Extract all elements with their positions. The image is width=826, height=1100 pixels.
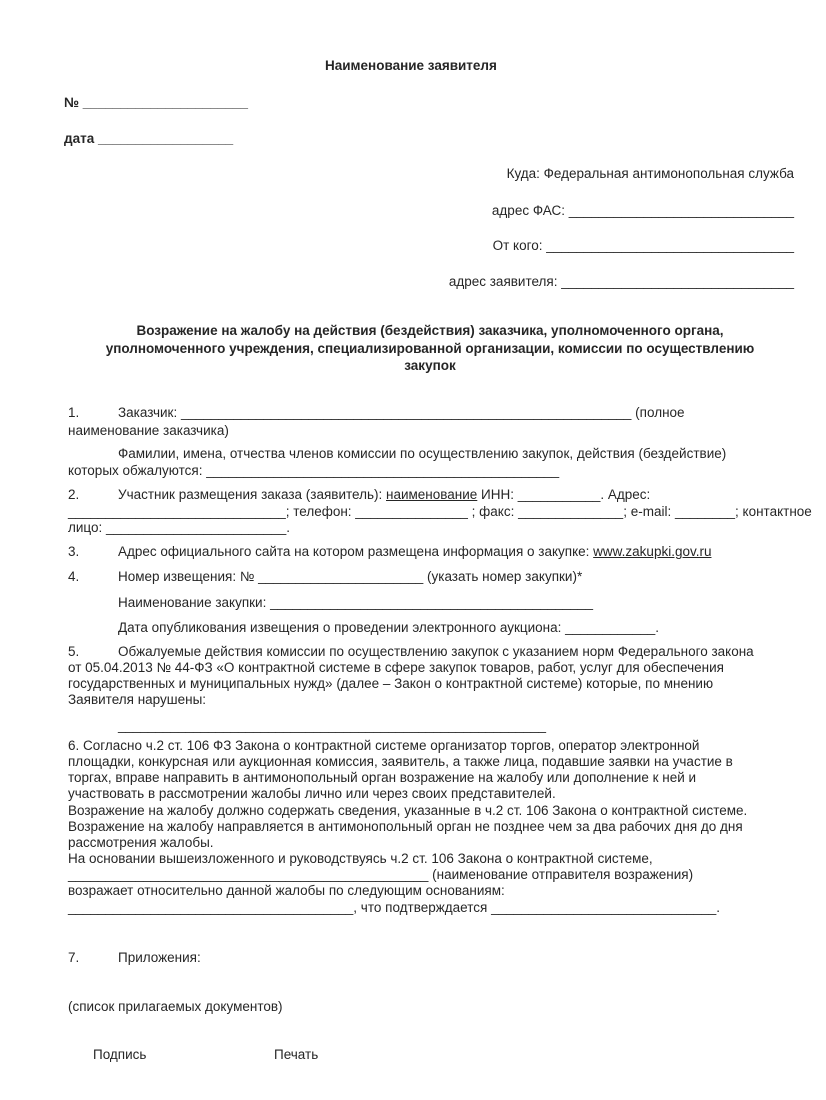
section6-line4: участвовать в рассмотрении жалобы лично или через своих представителей. bbox=[68, 786, 556, 801]
applicant-address-line: адрес заявителя: _______________________________ bbox=[448, 274, 794, 289]
section6-line3: торгах, вправе направить в антимонопольный орган возражение на жалобу или дополнение к ней и bbox=[68, 770, 697, 785]
section6-line2: площадки, конкурсная или аукционная комиссия, заявитель, а также лица, подавшие заявки на участие в bbox=[68, 754, 733, 769]
section5-number: 5. bbox=[68, 644, 80, 659]
applicant-name-heading: Наименование заявителя bbox=[325, 58, 497, 73]
document-title-line1: Возражение на жалобу на действия (бездействия) заказчика, уполномоченного органа, bbox=[136, 323, 724, 338]
official-site-link[interactable]: www.zakupki.gov.ru bbox=[593, 544, 712, 559]
signature-label: Подпись bbox=[93, 1047, 147, 1062]
participant-name-link[interactable]: наименование bbox=[386, 487, 478, 502]
section4-number: 4. bbox=[68, 569, 80, 584]
document-title-line3: закупок bbox=[404, 358, 456, 373]
official-site-line bbox=[118, 544, 711, 560]
attachments-heading: Приложения: bbox=[118, 950, 201, 965]
from-line: От кого: _________________________________ bbox=[492, 238, 794, 253]
commission-members-line: Фамилии, имена, отчества членов комиссии по осуществлению закупок, действия (бездействие) bbox=[118, 446, 727, 461]
participant-contacts-line: _____________________________; телефон: _______________ ; факс: ______________; e-mail: ________; контактное bbox=[68, 504, 812, 519]
document-title-line2: уполномоченного учреждения, специализированной организации, комиссии по осуществлению bbox=[105, 341, 755, 356]
official-site-label: Адрес официального сайта на котором размещена информация о закупке: bbox=[118, 544, 594, 559]
participant-label: Участник размещения заказа (заявитель): bbox=[118, 487, 386, 502]
commission-members-line-cont: которых обжалуются: _______________________________________________ bbox=[68, 463, 560, 478]
publication-date-line: Дата опубликования извещения о проведении электронного аукциона: ____________. bbox=[118, 620, 659, 635]
section6-line8: На основании вышеизложенного и руководствуясь ч.2 ст. 106 Закона о контрактной системе, bbox=[68, 851, 653, 866]
participant-contact-person-line: лицо: ________________________. bbox=[68, 520, 290, 535]
appealed-actions-line2: от 05.04.2013 № 44-ФЗ «О контрактной системе в сфере закупок товаров, работ, услуг для обеспечения bbox=[68, 660, 724, 675]
section2-number: 2. bbox=[68, 487, 80, 502]
to-line: Куда: Федеральная антимонопольная служба bbox=[506, 166, 794, 181]
appealed-actions-line1: Обжалуемые действия комиссии по осуществлению закупок с указанием норм Федерального закона bbox=[118, 644, 754, 659]
section3-number: 3. bbox=[68, 544, 80, 559]
date-field: дата __________________ bbox=[64, 131, 234, 146]
procurement-name-line: Наименование закупки: ___________________________________________ bbox=[118, 595, 593, 610]
section7-number: 7. bbox=[68, 950, 80, 965]
customer-line: Заказчик: ____________________________________________________________ (полное bbox=[118, 405, 685, 420]
attachments-note: (список прилагаемых документов) bbox=[68, 999, 283, 1014]
appealed-actions-line3: государственных и муниципальных нужд» (далее – Закон о контрактной системе) которые, по мнению bbox=[68, 676, 714, 691]
section6-line5: Возражение на жалобу должно содержать сведения, указанные в ч.2 ст. 106 Закона о контрактной системе. bbox=[68, 803, 748, 818]
section6-line11: ______________________________________, что подтверждается ______________________________. bbox=[68, 900, 721, 915]
section6-line1: 6. Согласно ч.2 ст. 106 ФЗ Закона о контрактной системе организатор торгов, оператор электронной bbox=[68, 738, 700, 753]
appealed-actions-line4: Заявителя нарушены: bbox=[68, 692, 207, 707]
section1-number: 1. bbox=[68, 405, 80, 420]
section6-line6: Возражение на жалобу направляется в антимонопольный орган не позднее чем за два рабочих дня до дня bbox=[68, 819, 743, 834]
notice-number-line: Номер извещения: № ______________________ (указать номер закупки)* bbox=[118, 569, 583, 584]
number-field: № ______________________ bbox=[64, 95, 248, 110]
customer-line-cont: наименование заказчика) bbox=[68, 423, 229, 438]
section6-line9: ________________________________________________ (наименование отправителя возражения) bbox=[68, 867, 694, 882]
section6-line7: рассмотрения жалобы. bbox=[68, 835, 214, 850]
participant-line bbox=[118, 487, 650, 503]
stamp-label: Печать bbox=[274, 1047, 319, 1062]
fas-address-line: адрес ФАС: ______________________________ bbox=[491, 203, 794, 218]
participant-inn: ИНН: ___________. Адрес: bbox=[477, 487, 651, 502]
section6-line10: возражает относительно данной жалобы по следующим основаниям: bbox=[68, 883, 505, 898]
appealed-actions-blank: _________________________________________________________ bbox=[118, 718, 546, 733]
